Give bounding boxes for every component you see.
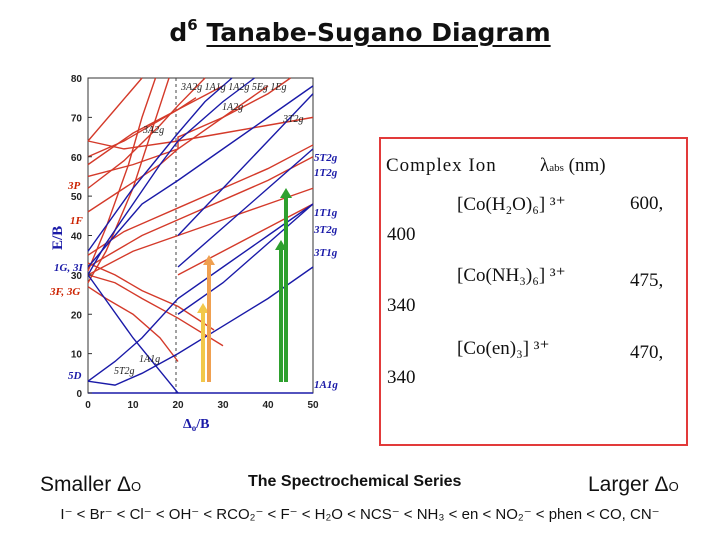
right-term-1t1g: 1T1g — [314, 207, 338, 219]
lambda-row-1: 600, — [630, 193, 664, 214]
y-tick-label: 50 — [70, 192, 82, 204]
title-superscript: 6 — [187, 16, 198, 34]
inner-term-3t2g: 3T2g — [283, 114, 304, 125]
x-axis-label: $\Delta_o/B$ — [183, 417, 210, 433]
lambda-row-3: 470, — [630, 342, 664, 363]
left-value-row-3: 340 — [387, 367, 416, 388]
term-1f: 1F — [70, 215, 83, 227]
term-3f-3g: 3F, 3G — [50, 286, 81, 298]
spectrochemical-series-title: The Spectrochemical Series — [248, 473, 462, 490]
left-value-row-2: 340 — [387, 295, 416, 316]
y-tick-label: 0 — [76, 389, 82, 400]
y-tick-label: 10 — [70, 349, 82, 361]
inner-term-3a2g: 3A2g — [143, 125, 165, 136]
term-5d: 5D — [68, 370, 82, 382]
left-value-row-1: 400 — [387, 224, 416, 245]
y-tick-label: 60 — [70, 152, 82, 164]
header-lambda: λabs (nm) — [540, 155, 606, 176]
ion-row-3: [Co(en)₃] ³⁺ — [457, 338, 550, 359]
ion-row-2: [Co(NH₃)₆] ³⁺ — [457, 265, 566, 286]
x-tick-label: 20 — [172, 400, 184, 411]
inner-term-1a1g: 1A1g — [139, 354, 161, 365]
inner-term-1a2g: 1A2g — [222, 102, 244, 113]
x-tick-label: 10 — [127, 400, 139, 411]
header-complex-ion: Complex Ion — [386, 155, 497, 176]
x-tick-label: 40 — [262, 400, 274, 411]
x-tick-label: 30 — [217, 400, 229, 411]
spectrochemical-series-text: I⁻ < Br⁻ < Cl⁻ < OH⁻ < RCO₂⁻ < F⁻ < H₂O < NCS⁻ < NH₃ < en < NO₂⁻ < phen < CO, CN⁻ — [60, 506, 660, 523]
right-term-3t1g: 3T1g — [314, 247, 338, 259]
x-tick-label: 50 — [307, 400, 319, 411]
y-tick-label: 20 — [70, 310, 82, 322]
larger-delta-label: Larger ΔO — [588, 473, 679, 496]
term-3p: 3P — [68, 180, 81, 192]
title-prefix: d — [169, 18, 188, 47]
top-term-labels: 3A2g 1A1g 1A2g 5Eg 1Eg — [181, 82, 287, 93]
y-tick-label: 80 — [70, 74, 82, 85]
term-1g-3i: 1G, 3I — [54, 262, 83, 274]
y-axis-label: E/B — [50, 225, 66, 250]
right-term-3t2g: 3T2g — [314, 224, 338, 236]
right-term-1a1g: 1A1g — [314, 379, 338, 391]
smaller-delta-label: Smaller ΔO — [40, 473, 142, 496]
inner-term-5t2g: 5T2g — [114, 366, 135, 377]
x-tick-label: 0 — [85, 400, 91, 411]
y-tick-label: 30 — [70, 270, 82, 282]
right-term-labels — [313, 152, 338, 391]
y-tick-label: 70 — [70, 113, 82, 125]
right-term-1t2g: 1T2g — [314, 167, 338, 179]
y-tick-label: 40 — [70, 231, 82, 243]
ion-row-1: [Co(H₂O)₆] ³⁺ — [457, 194, 566, 215]
title-text: Tanabe-Sugano Diagram — [206, 18, 551, 47]
lambda-row-2: 475, — [630, 270, 664, 291]
right-term-5t2g: 5T2g — [314, 152, 338, 164]
